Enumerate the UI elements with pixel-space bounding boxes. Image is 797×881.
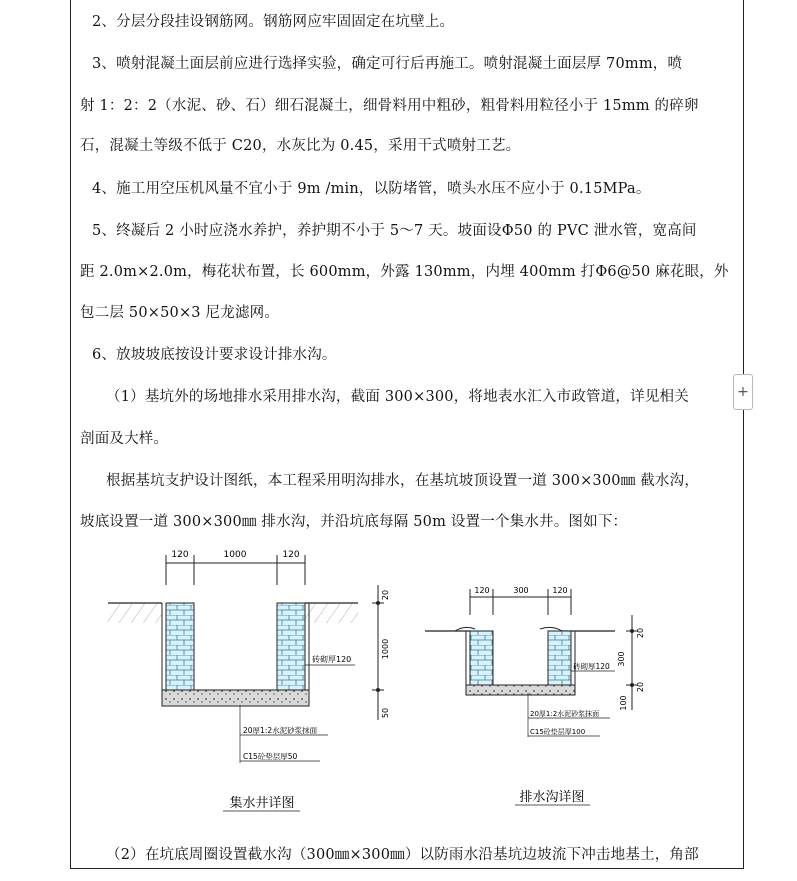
dim-label: 50	[381, 707, 390, 719]
dim-label: 120	[171, 550, 189, 560]
figure-caption: 排水沟详图	[519, 790, 585, 805]
wall-label: 砖砌厚120	[573, 662, 610, 671]
text-line: 根据基坑支护设计图纸，本工程采用明沟排水，在基坑坡顶设置一道 300×300㎜ 截水沟，	[106, 473, 700, 489]
dim-label: 120	[552, 586, 568, 595]
dim-label: 120	[282, 550, 300, 560]
text-line: 2、分层分段挂设钢筋网。钢筋网应牢固固定在坑壁上。	[92, 14, 455, 30]
drainage-diagrams	[100, 545, 660, 815]
dim-label: 20	[636, 681, 645, 693]
cushion-label: C15砼垫层厚100	[530, 728, 586, 736]
text-line: 6、放坡坡底按设计要求设计排水沟。	[92, 347, 337, 363]
dim-label: 300	[513, 586, 529, 595]
text-line: 坡底设置一道 300×300㎜ 排水沟，并沿坑底每隔 50m 设置一个集水井。图如下：	[80, 514, 628, 530]
text-line: 5、终凝后 2 小时应浇水养护，养护期不小于 5～7 天。坡面设Φ50 的 PVC 泄水管，宽高间	[92, 223, 697, 239]
text-line: 石，混凝土等级不低于 C20，水灰比为 0.45，采用干式喷射工艺。	[80, 138, 521, 154]
dim-label: 120	[474, 586, 490, 595]
dim-label: 1000	[223, 550, 247, 560]
dim-label: 20	[636, 627, 645, 639]
text-line: （2）在坑底周圈设置截水沟（300㎜×300㎜）以防雨水沿基坑边坡流下冲击地基土，角部	[106, 847, 699, 863]
text-line: 4、施工用空压机风量不宜小于 9m /min，以防堵管，喷头水压不应小于 0.15MPa。	[92, 181, 651, 197]
text-line: 射 1：2：2（水泥、砂、石）细石混凝土，细骨料用中粗砂，粗骨料用粒径小于 15mm 的碎卵	[80, 98, 699, 114]
dim-label: 100	[619, 695, 628, 711]
dim-label: 1000	[381, 638, 390, 660]
text-line: 包二层 50×50×3 尼龙滤网。	[80, 305, 280, 321]
plaster-label: 20厚1:2水泥砂浆抹面	[243, 726, 318, 735]
dim-label: 300	[617, 651, 626, 667]
expand-button[interactable]: +	[733, 374, 753, 410]
text-line: 3、喷射混凝土面层前应进行选择实验，确定可行后再施工。喷射混凝土面层厚 70mm，喷	[92, 56, 683, 72]
text-line: （1）基坑外的场地排水采用排水沟，截面 300×300，将地表水汇入市政管道，详见相关	[106, 389, 689, 405]
text-line: 距 2.0m×2.0m，梅花状布置，长 600mm，外露 130mm，内埋 400mm 打Φ6@50 麻花眼，外	[80, 264, 729, 280]
dim-label: 20	[381, 589, 390, 601]
plaster-label: 20厚1:2水泥砂浆抹面	[530, 710, 600, 718]
cushion-label: C15砼垫层厚50	[243, 752, 298, 761]
text-line: 剖面及大样。	[80, 431, 169, 447]
drain-ditch-detail	[425, 586, 645, 805]
sump-pit-detail	[108, 550, 390, 811]
wall-label: 砖砌厚120	[312, 655, 352, 664]
figure-caption: 集水井详图	[229, 796, 295, 811]
